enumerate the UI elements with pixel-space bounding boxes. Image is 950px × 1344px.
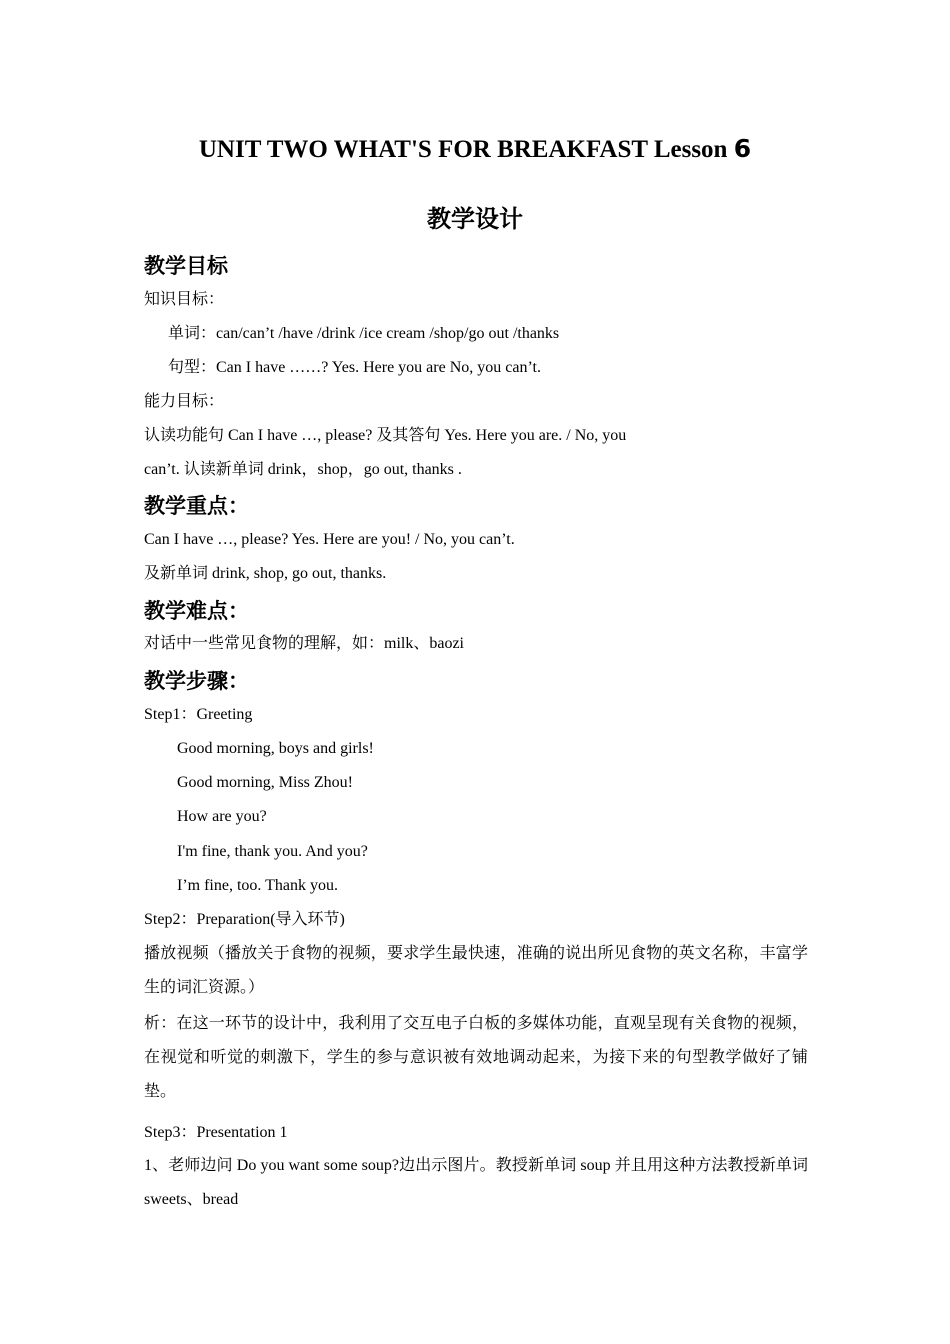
greeting-line: I'm fine, thank you. And you? (177, 843, 368, 860)
title-text: UNIT TWO WHAT'S FOR BREAKFAST Lesson (198, 136, 734, 163)
title-lesson-number: 6 (733, 134, 752, 163)
step2-analysis-paragraph: 析：在这一环节的设计中，我利用了交互电子白板的多媒体功能，直观呈现有关食物的视频，在视觉和听觉的刺激下，学生的参与意识被有效地调动起来，为接下来的句型教学做好了铺垫。 (144, 1015, 808, 1100)
greeting-line: I’m fine, too. Thank you. (177, 877, 339, 894)
heading-difficulties: 教学难点： (144, 599, 249, 623)
vocabulary-line: 单词：can/can’t /have /drink /ice cream /shop/go out /thanks (168, 325, 560, 342)
heading-key-points: 教学重点： (144, 494, 249, 518)
key-point-line-1: Can I have …, please? Yes. Here are you! / No, you can’t. (144, 531, 515, 548)
difficulty-line-1: 对话中一些常见食物的理解，如：milk、baozi (144, 635, 464, 652)
sentence-pattern-line: 句型：Can I have ……? Yes. Here you are No, you can’t. (168, 359, 541, 376)
ability-goal-line-1: 认读功能句 Can I have …, please? 及其答句 Yes. Here you are. / No, you (144, 427, 627, 444)
ability-goal-line-2: can’t. 认读新单词 drink，shop，go out, thanks . (144, 461, 462, 478)
heading-goals: 教学目标 (144, 254, 228, 278)
step2-label: Step2：Preparation(导入环节) (144, 911, 345, 928)
step2-paragraph: 播放视频（播放关于食物的视频，要求学生最快速，准确的说出所见食物的英文名称，丰富学生的词汇资源。） (144, 945, 808, 996)
document-subtitle: 教学设计 (427, 205, 523, 233)
ability-goal-label: 能力目标： (144, 393, 225, 410)
step3-paragraph: 1、老师边问 Do you want some soup?边出示图片。教授新单词 soup 并且用这种方法教授新单词 sweets、bread (144, 1157, 808, 1208)
greeting-line: Good morning, boys and girls! (177, 740, 374, 757)
step1-label: Step1：Greeting (144, 706, 253, 723)
document-title (0, 134, 950, 164)
greeting-line: How are you? (177, 808, 267, 825)
step3-label: Step3：Presentation 1 (144, 1124, 288, 1141)
key-point-line-2: 及新单词 drink, shop, go out, thanks. (144, 565, 387, 582)
knowledge-goal-label: 知识目标： (144, 291, 225, 308)
greeting-line: Good morning, Miss Zhou! (177, 774, 353, 791)
heading-steps: 教学步骤： (144, 669, 249, 693)
